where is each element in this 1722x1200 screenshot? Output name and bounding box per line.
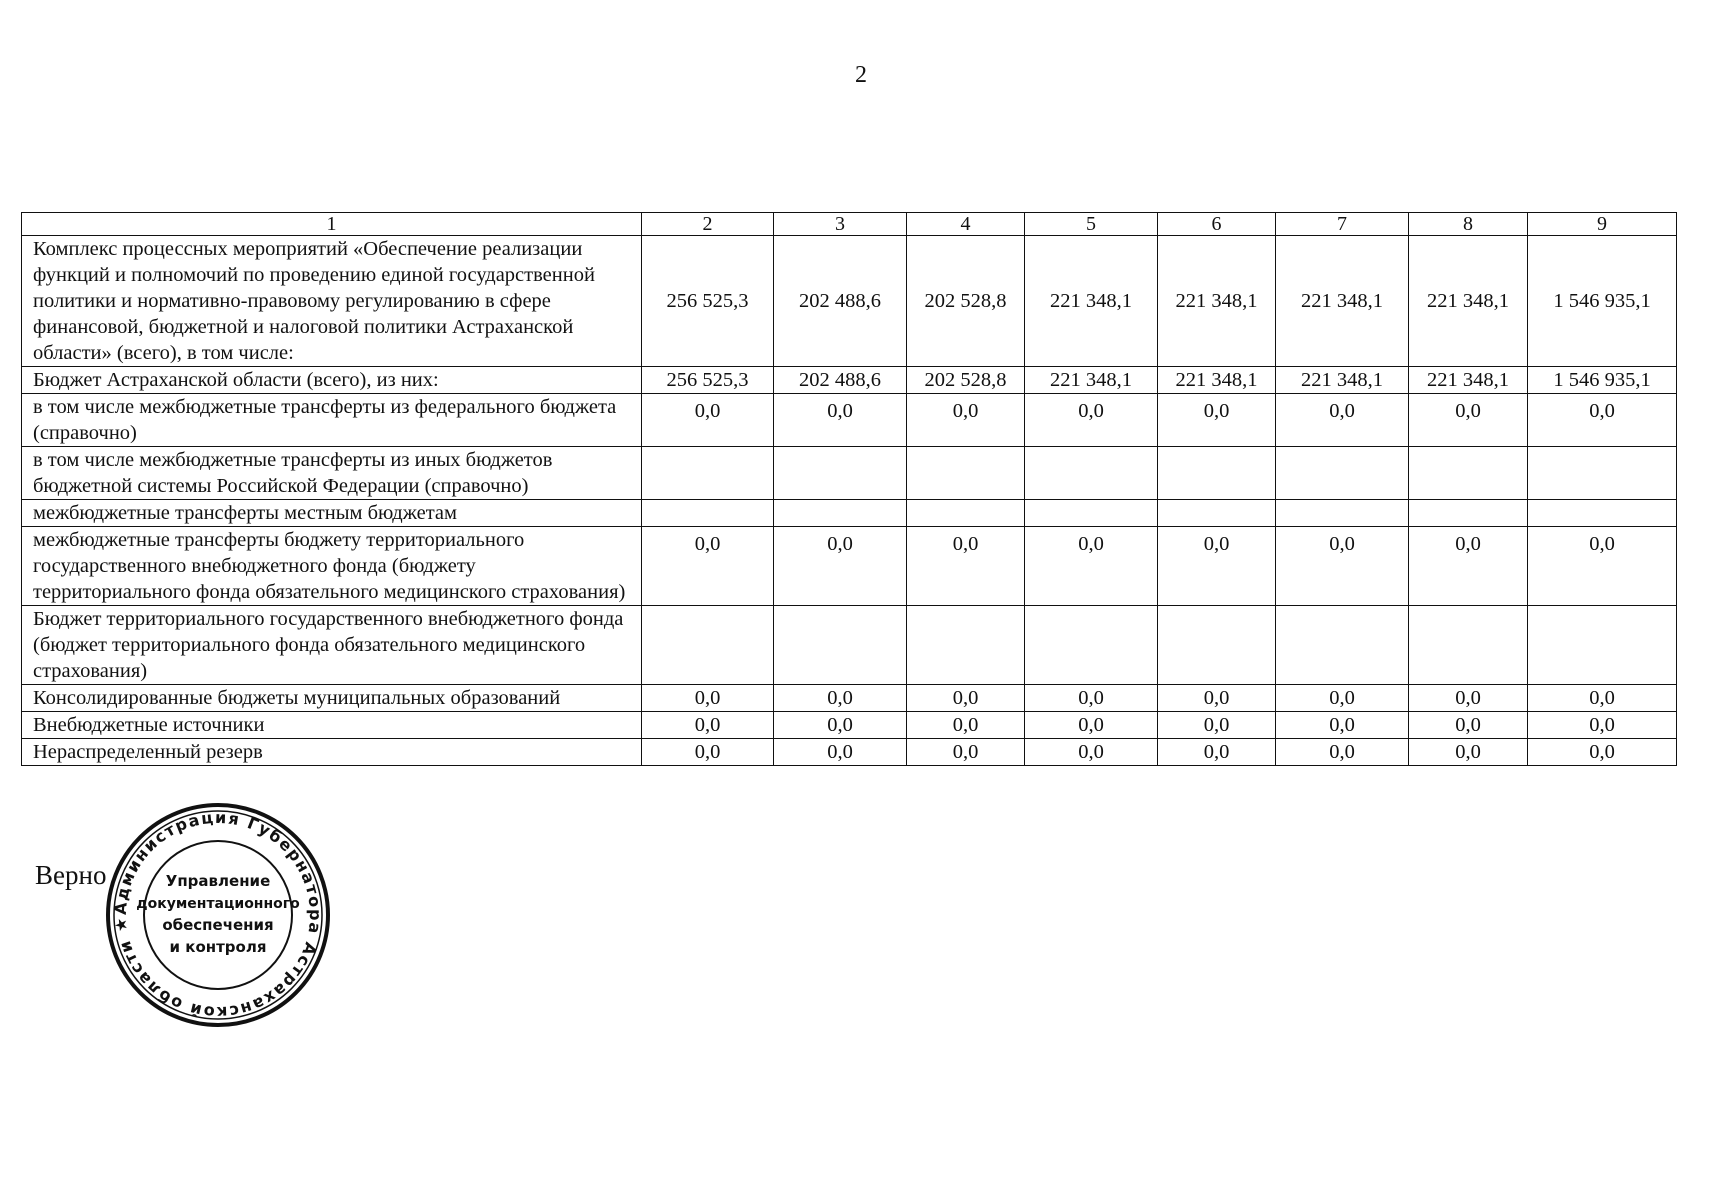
cell-value [1158, 447, 1276, 500]
cell-value: 1 546 935,1 [1528, 367, 1677, 394]
cell-value: 0,0 [907, 712, 1025, 739]
cell-value: 0,0 [1025, 712, 1158, 739]
cell-value: 0,0 [642, 712, 774, 739]
header-row [22, 213, 1677, 236]
row-label: межбюджетные трансферты бюджету территориального государственного внебюджетного фонда (бюджету территориального фонда обязательного медицинского страхования) [22, 527, 642, 606]
cell-value: 1 546 935,1 [1528, 236, 1677, 367]
cell-value: 221 348,1 [1409, 367, 1528, 394]
table-row [22, 500, 1677, 527]
cell-value [1025, 447, 1158, 500]
cell-value [774, 606, 907, 685]
cell-value: 0,0 [1025, 527, 1158, 606]
cell-value: 0,0 [1158, 685, 1276, 712]
column-header: 4 [907, 213, 1025, 236]
table-row [22, 447, 1677, 500]
stamp-inner-line: обеспечения [162, 916, 274, 934]
cell-value: 202 488,6 [774, 236, 907, 367]
cell-value: 0,0 [1158, 527, 1276, 606]
cell-value: 0,0 [1276, 712, 1409, 739]
row-label: в том числе межбюджетные трансферты из иных бюджетов бюджетной системы Российской Федерации (справочно) [22, 447, 642, 500]
stamp-inner-line: и контроля [169, 938, 267, 956]
cell-value: 0,0 [907, 685, 1025, 712]
cell-value: 256 525,3 [642, 236, 774, 367]
cell-value: 0,0 [1276, 739, 1409, 766]
cell-value [1276, 606, 1409, 685]
column-header: 8 [1409, 213, 1528, 236]
table-row [22, 236, 1677, 367]
cell-value: 0,0 [642, 527, 774, 606]
column-header: 2 [642, 213, 774, 236]
cell-value: 0,0 [1528, 739, 1677, 766]
cell-value: 221 348,1 [1409, 236, 1528, 367]
table-row [22, 739, 1677, 766]
cell-value [907, 500, 1025, 527]
column-header: 3 [774, 213, 907, 236]
cell-value: 0,0 [642, 739, 774, 766]
cell-value [1158, 500, 1276, 527]
column-header: 9 [1528, 213, 1677, 236]
cell-value: 0,0 [1276, 685, 1409, 712]
cell-value: 221 348,1 [1276, 236, 1409, 367]
table-row [22, 606, 1677, 685]
row-label: Комплекс процессных мероприятий «Обеспечение реализации функций и полномочий по проведению единой государственной политики и нормативно-правовому регулированию в сфере финансовой, бюджетной и налоговой политики Астраханской области» (всего), в том числе: [22, 236, 642, 367]
column-header: 5 [1025, 213, 1158, 236]
cell-value: 0,0 [1276, 394, 1409, 447]
row-label: Бюджет территориального государственного внебюджетного фонда (бюджет территориального фонда обязательного медицинского страхования) [22, 606, 642, 685]
page-number: 2 [855, 62, 867, 88]
cell-value: 221 348,1 [1158, 367, 1276, 394]
cell-value: 221 348,1 [1276, 367, 1409, 394]
cell-value [1528, 500, 1677, 527]
cell-value [1276, 447, 1409, 500]
cell-value: 0,0 [774, 739, 907, 766]
row-label: Бюджет Астраханской области (всего), из них: [22, 367, 642, 394]
cell-value: 0,0 [1409, 685, 1528, 712]
cell-value: 221 348,1 [1158, 236, 1276, 367]
cell-value [1025, 606, 1158, 685]
budget-table [21, 212, 1677, 766]
cell-value: 0,0 [1025, 394, 1158, 447]
official-stamp [103, 800, 333, 1030]
cell-value: 0,0 [1276, 527, 1409, 606]
cell-value: 0,0 [774, 712, 907, 739]
cell-value: 0,0 [1025, 739, 1158, 766]
cell-value [774, 500, 907, 527]
stamp-inner-line: документационного [136, 896, 300, 912]
table-row [22, 712, 1677, 739]
cell-value: 0,0 [1409, 712, 1528, 739]
cell-value: 0,0 [1528, 527, 1677, 606]
cell-value: 0,0 [1409, 527, 1528, 606]
row-label: Нераспределенный резерв [22, 739, 642, 766]
cell-value [1409, 606, 1528, 685]
cell-value: 202 528,8 [907, 367, 1025, 394]
cell-value: 0,0 [907, 739, 1025, 766]
cell-value: 221 348,1 [1025, 236, 1158, 367]
cell-value [1158, 606, 1276, 685]
cell-value [1409, 500, 1528, 527]
column-header: 1 [22, 213, 642, 236]
cell-value: 0,0 [1158, 394, 1276, 447]
cell-value: 0,0 [774, 685, 907, 712]
cell-value: 0,0 [1025, 685, 1158, 712]
column-header: 6 [1158, 213, 1276, 236]
table-row [22, 527, 1677, 606]
cell-value: 0,0 [907, 394, 1025, 447]
cell-value: 0,0 [1409, 394, 1528, 447]
cell-value: 0,0 [1528, 685, 1677, 712]
cell-value [907, 606, 1025, 685]
cell-value [642, 606, 774, 685]
cell-value: 0,0 [907, 527, 1025, 606]
cell-value: 0,0 [1528, 712, 1677, 739]
cell-value [907, 447, 1025, 500]
cell-value [1528, 606, 1677, 685]
cell-value: 202 488,6 [774, 367, 907, 394]
row-label: межбюджетные трансферты местным бюджетам [22, 500, 642, 527]
cell-value: 0,0 [1409, 739, 1528, 766]
row-label: в том числе межбюджетные трансферты из федерального бюджета (справочно) [22, 394, 642, 447]
cell-value [1409, 447, 1528, 500]
stamp-outer-text: Администрация Губернатора Астраханской области ★ [110, 807, 326, 1023]
column-header: 7 [1276, 213, 1409, 236]
table-row [22, 685, 1677, 712]
cell-value [774, 447, 907, 500]
cell-value: 221 348,1 [1025, 367, 1158, 394]
cell-value [642, 500, 774, 527]
cell-value: 202 528,8 [907, 236, 1025, 367]
cell-value [1025, 500, 1158, 527]
stamp-outer-ring [108, 805, 328, 1025]
certified-text: Верно [35, 860, 107, 890]
cell-value: 0,0 [1528, 394, 1677, 447]
cell-value: 0,0 [1158, 739, 1276, 766]
cell-value [642, 447, 774, 500]
table-row [22, 367, 1677, 394]
cell-value: 0,0 [642, 685, 774, 712]
stamp-inner-line: Управление [165, 872, 271, 890]
row-label: Внебюджетные источники [22, 712, 642, 739]
cell-value: 0,0 [774, 527, 907, 606]
cell-value: 0,0 [642, 394, 774, 447]
cell-value [1528, 447, 1677, 500]
cell-value [1276, 500, 1409, 527]
cell-value: 0,0 [1158, 712, 1276, 739]
cell-value: 0,0 [774, 394, 907, 447]
row-label: Консолидированные бюджеты муниципальных образований [22, 685, 642, 712]
table-row [22, 394, 1677, 447]
cell-value: 256 525,3 [642, 367, 774, 394]
